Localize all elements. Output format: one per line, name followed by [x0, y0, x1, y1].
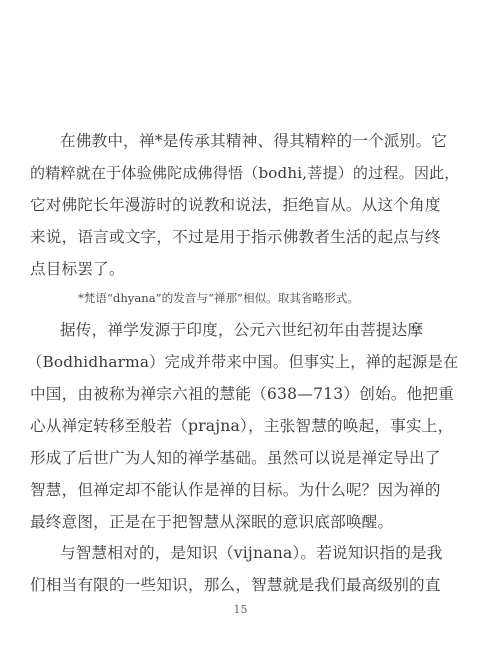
text-line: 点目标罢了。	[30, 260, 125, 278]
text-line: 据传，禅学发源于印度，公元六世纪初年由菩提达摩	[60, 321, 424, 339]
page-number: 15	[233, 603, 248, 616]
text-line: 与智慧相对的，是知识（vijnana）。若说知识指的是我	[60, 544, 443, 562]
text-line: 的精粹就在于体验佛陀成佛得悟（bodhi,菩提）的过程。因此，	[30, 164, 460, 182]
text-line: 心从禅定转移至般若（prajna），主张智慧的唤起，事实上，	[30, 417, 454, 435]
footnote: *梵语“dhyana”的发音与“禅那”相似。取其省略形式。	[78, 291, 359, 305]
text-line: 最终意图，正是在于把智慧从深眠的意识底部唤醒。	[30, 513, 394, 531]
text-line: 在佛教中，禅*是传承其精神、得其精粹的一个派别。它	[60, 132, 448, 150]
text-line: 智慧，但禅定却不能认作是禅的目标。为什么呢？因为禅的	[30, 481, 441, 499]
text-line: 来说，语言或文字，不过是用于指示佛教者生活的起点与终	[30, 228, 441, 246]
text-line: 它对佛陀长年漫游时的说教和说法，拒绝盲从。从这个角度	[30, 196, 441, 214]
text-line: 们相当有限的一些知识，那么，智慧就是我们最高级别的直	[30, 576, 441, 594]
text-line: 形成了后世广为人知的禅学基础。虽然可以说是禅定导出了	[30, 449, 441, 467]
text-line: 中国，由被称为禅宗六祖的慧能（638—713）创始。他把重	[30, 385, 454, 403]
text-line: （Bodhidharma）完成并带来中国。但事实上，禅的起源是在	[27, 353, 459, 371]
